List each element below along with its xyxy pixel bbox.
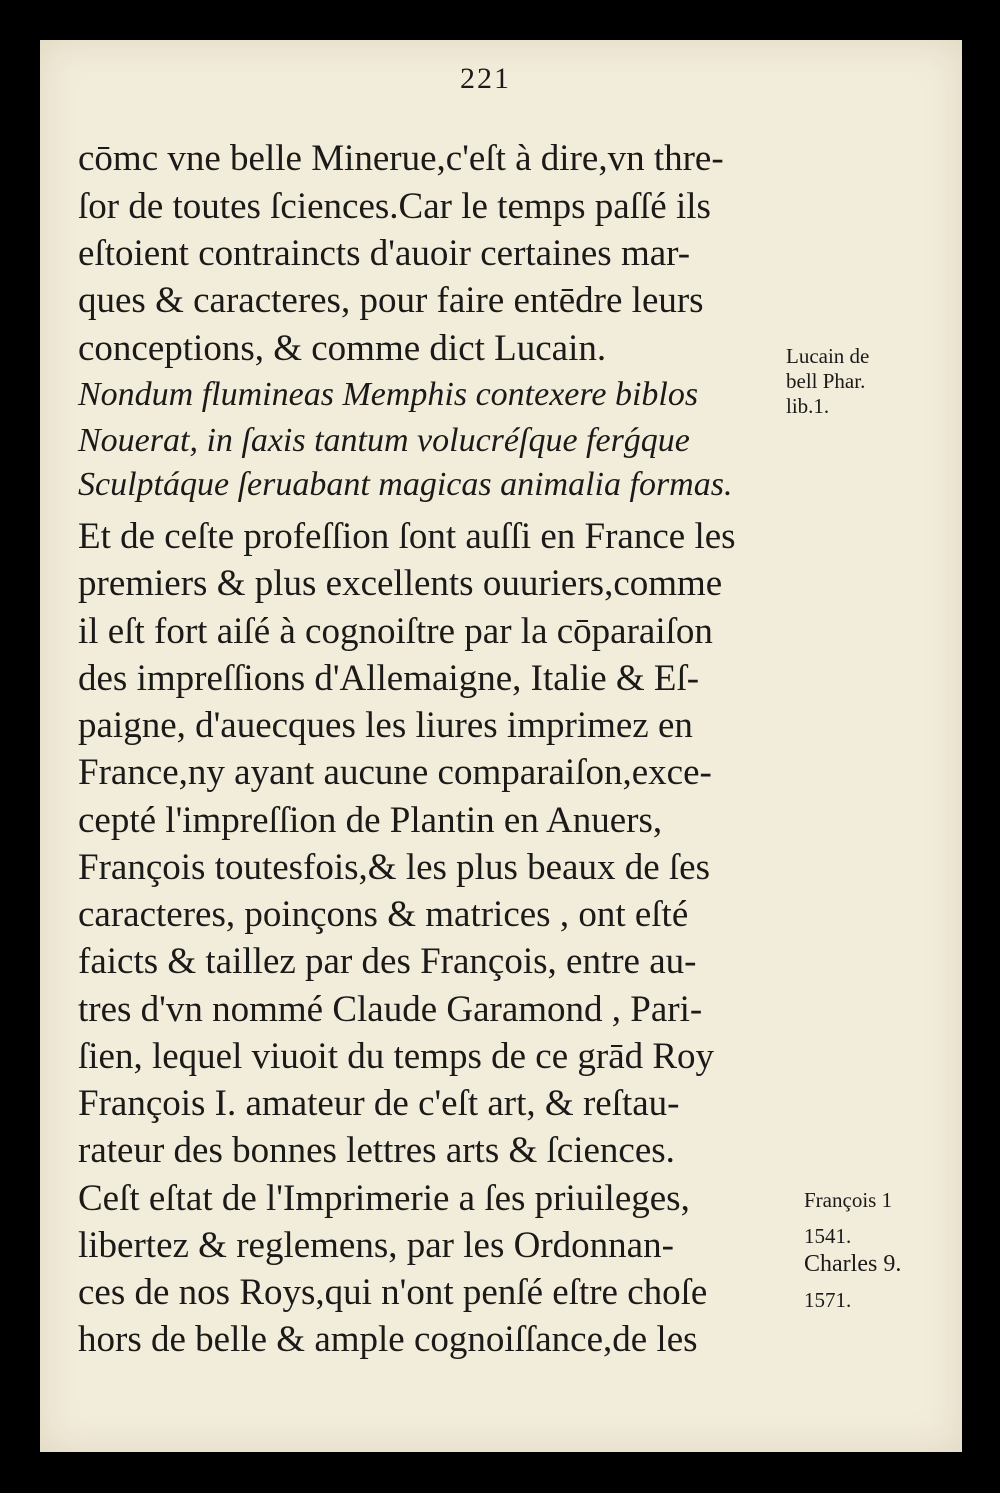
text-line: ces de nos Roys,qui n'ont penſé eſtre choſe	[78, 1272, 708, 1313]
text-line: Ceſt eſtat de l'Imprimerie a ſes priuileges,	[78, 1178, 690, 1219]
latin-verse-line: Sculptáque ſeruabant magicas animalia formas.	[78, 466, 733, 503]
text-line: libertez & reglemens, par les Ordonnan-	[78, 1225, 674, 1266]
text-line: conceptions, & comme dict Lucain.	[78, 328, 607, 369]
text-line: ſien, lequel viuoit du temps de ce grād Roy	[78, 1036, 715, 1077]
margin-note: bell Phar.	[786, 369, 866, 393]
text-line: Et de ceſte profeſſion ſont auſſi en France les	[78, 516, 736, 557]
text-line: ſor de toutes ſciences.Car le temps paſſé ils	[78, 186, 711, 227]
margin-note: François 1	[804, 1188, 893, 1212]
text-line: paigne, d'auecques les liures imprimez en	[78, 705, 693, 746]
text-line: hors de belle & ample cognoiſſance,de les	[78, 1319, 698, 1360]
margin-note: 1541.	[804, 1224, 852, 1248]
text-line: tres d'vn nommé Claude Garamond , Pari-	[78, 989, 703, 1030]
book-page	[40, 40, 962, 1452]
text-line: eſtoient contraincts d'auoir certaines mar-	[78, 233, 691, 274]
text-line: cepté l'impreſſion de Plantin en Anuers,	[78, 800, 663, 841]
margin-note: lib.1.	[786, 394, 830, 418]
text-line: faicts & taillez par des François, entre au-	[78, 941, 697, 982]
margin-note: Lucain de	[786, 344, 870, 368]
text-line: il eſt fort aiſé à cognoiſtre par la cōparaiſon	[78, 611, 713, 652]
text-line: caracteres, poinçons & matrices , ont eſté	[78, 894, 689, 935]
text-line: François I. amateur de c'eſt art, & reſtau-	[78, 1083, 680, 1124]
latin-verse-line: Nondum flumineas Memphis contexere biblos	[78, 376, 699, 413]
page-number: 221	[460, 62, 511, 95]
margin-note: Charles 9.	[804, 1251, 902, 1277]
margin-note: 1571.	[804, 1288, 852, 1312]
text-line: cōmc vne belle Minerue,c'eſt à dire,vn thre-	[78, 138, 724, 179]
text-line: France,ny ayant aucune comparaiſon,exce-	[78, 752, 712, 793]
text-line: ques & caracteres, pour faire entēdre leurs	[78, 280, 704, 321]
text-line: des impreſſions d'Allemaigne, Italie & Eſ-	[78, 658, 700, 699]
text-line: premiers & plus excellents ouuriers,comme	[78, 563, 723, 604]
text-line: rateur des bonnes lettres arts & ſciences.	[78, 1130, 675, 1171]
latin-verse-line: Nouerat, in ſaxis tantum volucréſque ferǵque	[78, 422, 690, 459]
text-line: François toutesfois,& les plus beaux de ſes	[78, 847, 710, 888]
